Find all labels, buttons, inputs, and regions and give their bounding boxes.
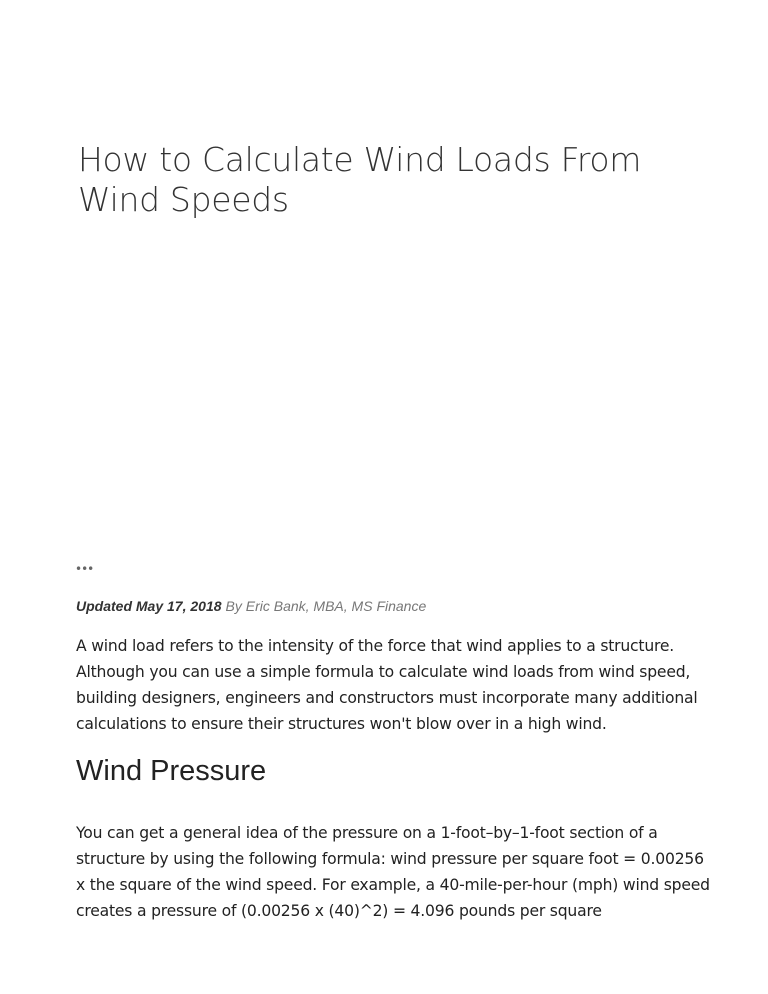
section-heading: Wind Pressure — [76, 755, 267, 787]
article-meta — [76, 598, 426, 614]
section-paragraph: You can get a general idea of the pressure on a 1-foot–by–1-foot section of a structure by using the following formula: wind pressure per square foot = 0.00256 x the square of the wind speed. For example, a 40-mile-per-hour (mph) wind speed creates a pressure of (0.00256 x (40)^2) = 4.096 pounds per square — [76, 824, 710, 920]
article-title: How to Calculate Wind Loads From Wind Speeds — [78, 140, 642, 219]
more-options-icon[interactable]: ••• — [75, 562, 94, 576]
intro-paragraph: A wind load refers to the intensity of the force that wind applies to a structure. Although you can use a simple formula to calculate wind loads from wind speed, building designers, engineers and constructors must incorporate many additional calculations to ensure their structures won't blow over in a high wind. — [76, 637, 698, 733]
updated-date: Updated May 17, 2018 — [76, 598, 222, 614]
author-byline: By Eric Bank, MBA, MS Finance — [225, 598, 427, 614]
